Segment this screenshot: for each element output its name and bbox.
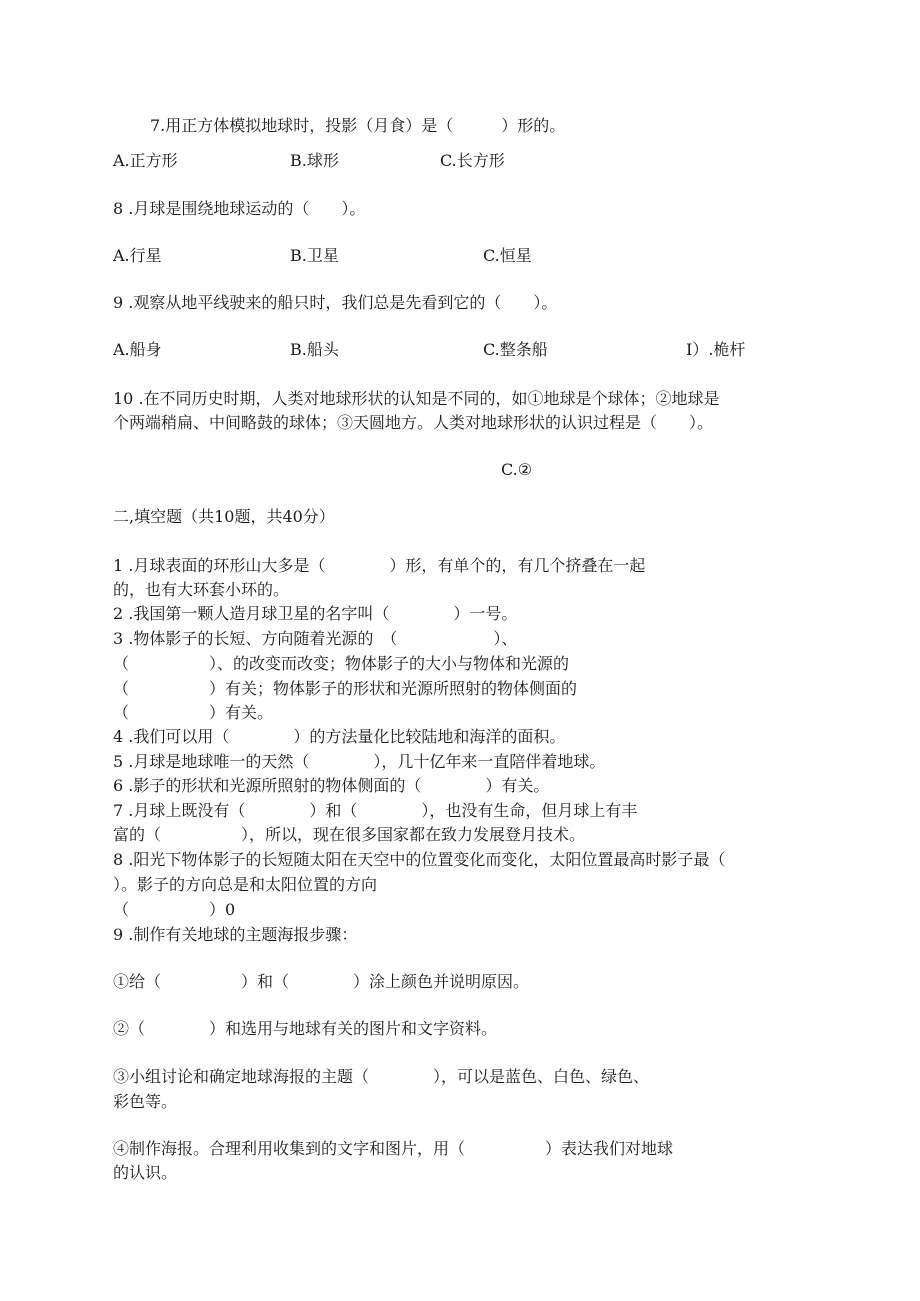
fill-q1-line-1: 1 .月球表面的环形山大多是（ ）形，有单个的，有几个挤叠在一起: [113, 556, 646, 575]
choice-q10-option-c: C.②: [501, 460, 533, 479]
choice-q8-option-c: C.恒星: [483, 246, 532, 265]
choice-q9-option-b: B.船头: [290, 340, 339, 359]
fill-q8-line-1: 8 .阳光下物体影子的长短随太阳在天空中的位置变化而变化，太阳位置最高时影子最（: [113, 850, 726, 869]
choice-q9-option-d: I）.桅杆: [686, 340, 746, 359]
fill-q9-step-1: ①给（ ）和（ ）涂上颜色并说明原因。: [113, 972, 530, 991]
choice-q8-stem: 8 .月球是围绕地球运动的（ ）。: [113, 199, 366, 218]
fill-q3-line-2: （ ）、的改变而改变；物体影子的大小与物体和光源的: [113, 654, 570, 673]
fill-q1-line-2: 的，也有大环套小环的。: [113, 580, 290, 599]
fill-q6: 6 .影子的形状和光源所照射的物体侧面的（ ）有关。: [113, 776, 550, 795]
fill-q3-line-3: （ ）有关；物体影子的形状和光源所照射的物体侧面的: [113, 679, 578, 698]
choice-q8-option-a: A.行星: [113, 246, 162, 265]
fill-q7-line-2: 富的（ ），所以，现在很多国家都在致力发展登月技术。: [113, 825, 586, 844]
choice-q10-line-2: 个两端稍扁、中间略鼓的球体；③天圆地方。人类对地球形状的认识过程是（ ）。: [113, 413, 714, 432]
fill-q9-step-3-line-2: 彩色等。: [113, 1092, 178, 1111]
fill-q8-line-2: ）。影子的方向总是和太阳位置的方向: [113, 875, 378, 894]
choice-q7-option-c: C.长方形: [440, 151, 505, 170]
section-heading-fill-blank: 二,填空题（共10题，共40分）: [113, 507, 335, 526]
choice-q9-option-a: A.船身: [113, 340, 162, 359]
choice-q10-line-1: 10 .在不同历史时期，人类对地球形状的认知是不同的，如①地球是个球体；②地球是: [113, 389, 720, 408]
choice-q8-option-b: B.卫星: [290, 246, 339, 265]
choice-q7-option-b: B.球形: [290, 151, 339, 170]
fill-q8-line-3: （ ）0: [113, 900, 236, 919]
fill-q9-step-3-line-1: ③小组讨论和确定地球海报的主题（ ），可以是蓝色、白色、绿色、: [113, 1067, 650, 1086]
fill-q9-step-2: ②（ ）和选用与地球有关的图片和文字资料。: [113, 1019, 498, 1038]
fill-q7-line-1: 7 .月球上既没有（ ）和（ ），也没有生命，但月球上有丰: [113, 801, 638, 820]
fill-q4: 4 .我们可以用（ ）的方法量化比较陆地和海洋的面积。: [113, 727, 566, 746]
choice-q7-stem: 7.用正方体模拟地球时，投影（月食）是（ ）形的。: [150, 116, 566, 135]
choice-q9-stem: 9 .观察从地平线驶来的船只时，我们总是先看到它的（ ）。: [113, 293, 558, 312]
fill-q3-line-4: （ ）有关。: [113, 703, 274, 722]
fill-q9-step-4-line-2: 的认识。: [113, 1163, 178, 1182]
choice-q7-option-a: A.正方形: [113, 151, 178, 170]
fill-q5: 5 .月球是地球唯一的天然（ ），几十亿年来一直陪伴着地球。: [113, 752, 606, 771]
fill-q9-stem: 9 .制作有关地球的主题海报步骤：: [113, 925, 358, 944]
choice-q9-option-c: C.整条船: [483, 340, 548, 359]
fill-q9-step-4-line-1: ④制作海报。合理利用收集到的文字和图片，用（ ）表达我们对地球: [113, 1139, 674, 1158]
fill-q2: 2 .我国第一颗人造月球卫星的名字叫（ ）一号。: [113, 604, 518, 623]
fill-q3-line-1: 3 .物体影子的长短、方向随着光源的 （ ）、: [113, 629, 518, 648]
